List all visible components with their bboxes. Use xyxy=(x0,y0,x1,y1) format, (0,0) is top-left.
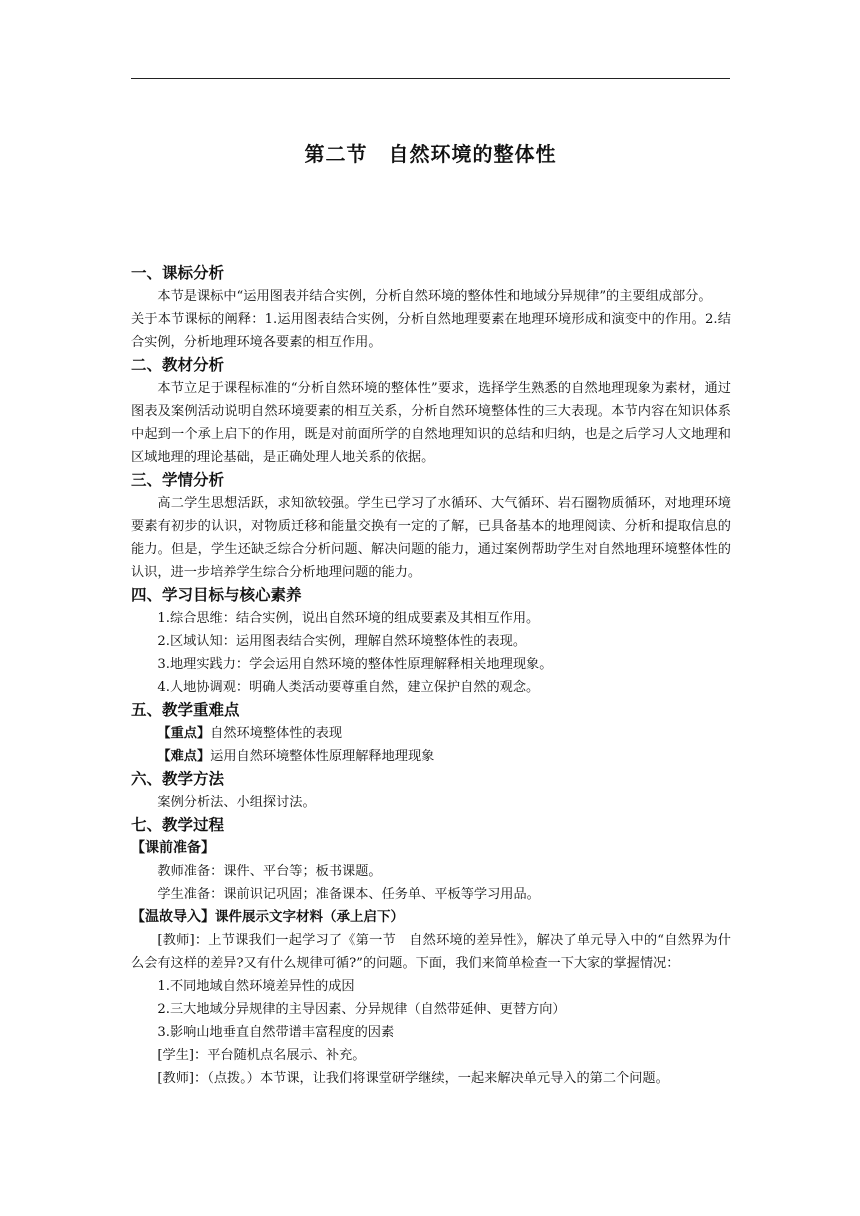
paragraph: 关于本节课标的阐释：1.运用图表结合实例，分析自然地理要素在地理环境形成和演变中的作用。2.结合实例，分析地理环境各要素的相互作用。 xyxy=(131,312,731,350)
review-label: 【温故导入】 xyxy=(131,909,215,925)
list-item: 1.综合思维：结合实例，说出自然环境的组成要素及其相互作用。 xyxy=(157,611,540,626)
key-point-label: 【重点】 xyxy=(157,726,211,741)
key-point-text: 自然环境整体性的表现 xyxy=(210,726,343,741)
page-title: 第二节 自然环境的整体性 xyxy=(304,142,557,166)
section-heading-key-points: 五、教学重难点 xyxy=(131,701,240,719)
list-item: 3.地理实践力：学会运用自然环境的整体性原理解释相关地理现象。 xyxy=(157,657,553,672)
list-item: 2.三大地域分异规律的主导因素、分异规律（自然带延伸、更替方向） xyxy=(157,1002,566,1017)
paragraph: 教师准备：课件、平台等；板书课题。 xyxy=(157,864,382,879)
header-rule xyxy=(131,78,730,79)
paragraph: [教师]：上节课我们一起学习了《第一节 自然环境的差异性》，解决了单元导入中的“自然界为什么会有这样的差异?又有什么规律可循?”的问题。下面，我们来简单检查一下大家的掌握情况： xyxy=(131,933,731,971)
section-heading-textbook: 二、教材分析 xyxy=(131,356,225,374)
difficulty-text: 运用自然环境整体性原理解释地理现象 xyxy=(210,749,435,764)
list-item: 1.不同地域自然环境差异性的成因 xyxy=(157,979,355,994)
paragraph: [学生]：平台随机点名展示、补充。 xyxy=(157,1048,366,1063)
section-heading-curriculum: 一、课标分析 xyxy=(131,264,225,282)
paragraph: 本节立足于课程标准的“分析自然环境的整体性”要求，选择学生熟悉的自然地理现象为素材，通过图表及案例活动说明自然环境要素的相互关系，分析自然环境整体性的三大表现。本节内容在知识体系中起到一个承上启下的作用，既是对前面所学的自然地理知识的总结和归纳，也是之后学习人文地理和区域地理的理论基础，是正确处理人地关系的依据。 xyxy=(131,381,731,465)
list-item: 3.影响山地垂直自然带谱丰富程度的因素 xyxy=(157,1025,395,1040)
section-heading-goals: 四、学习目标与核心素养 xyxy=(131,586,302,604)
review-subtitle: 课件展示文字材料（承上启下） xyxy=(215,909,404,925)
difficulty-label: 【难点】 xyxy=(157,749,211,764)
paragraph: 案例分析法、小组探讨法。 xyxy=(157,795,316,810)
section-heading-methods: 六、教学方法 xyxy=(131,770,225,788)
list-item: 2.区域认知：运用图表结合实例，理解自然环境整体性的表现。 xyxy=(157,634,527,649)
subheading-preparation: 【课前准备】 xyxy=(131,840,215,856)
paragraph: 本节是课标中“运用图表并结合实例，分析自然环境的整体性和地域分异规律”的主要组成部分。 xyxy=(157,289,712,304)
key-point-line xyxy=(131,722,731,745)
list-item: 4.人地协调观：明确人类活动要尊重自然，建立保护自然的观念。 xyxy=(157,680,540,695)
document-body xyxy=(131,262,731,1090)
paragraph: 学生准备：课前识记巩固；准备课本、任务单、平板等学习用品。 xyxy=(157,887,540,902)
section-heading-students: 三、学情分析 xyxy=(131,471,225,489)
paragraph: 高二学生思想活跃，求知欲较强。学生已学习了水循环、大气循环、岩石圈物质循环，对地理环境要素有初步的认识，对物质迁移和能量交换有一定的了解，已具备基本的地理阅读、分析和提取信息的能力。但是，学生还缺乏综合分析问题、解决问题的能力，通过案例帮助学生对自然地理环境整体性的认识，进一步培养学生综合分析地理问题的能力。 xyxy=(131,496,731,580)
difficulty-line xyxy=(131,745,731,768)
section-heading-process: 七、教学过程 xyxy=(131,816,225,834)
subheading-review xyxy=(131,906,731,929)
paragraph: [教师]：（点拨。）本节课，让我们将课堂研学继续，一起来解决单元导入的第二个问题。 xyxy=(157,1071,669,1086)
